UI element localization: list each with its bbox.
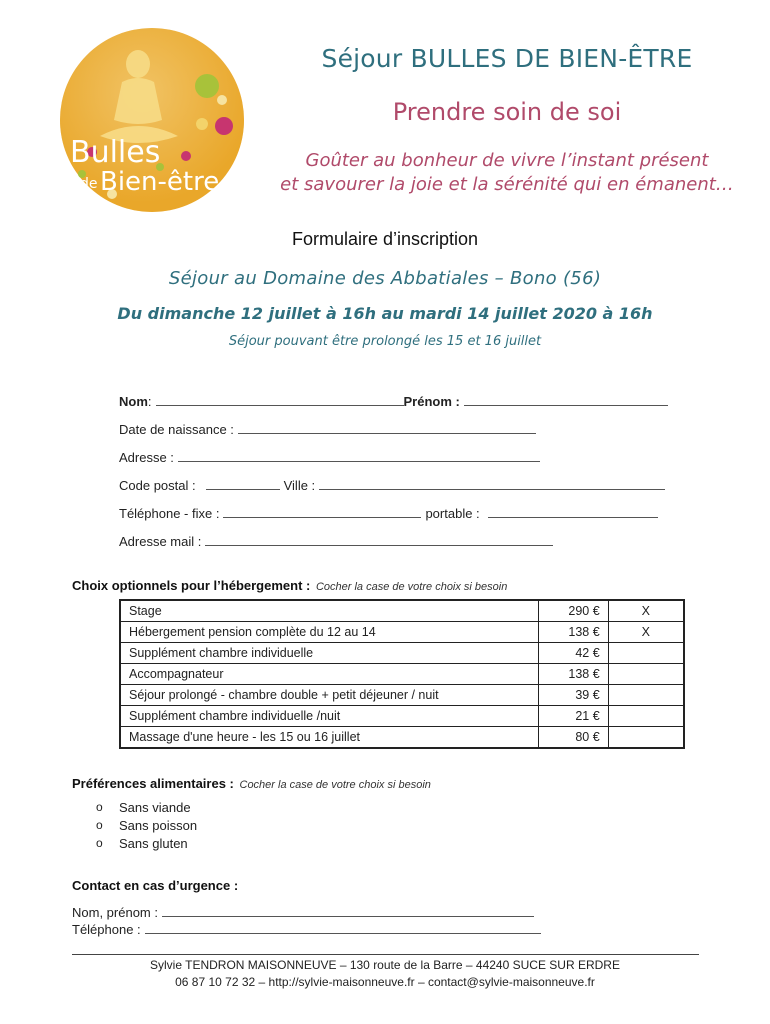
options-hint: Cocher la case de votre choix si besoin [315,581,508,593]
options-row-price: 42 € [539,643,608,664]
tagline-line-1: Goûter au bonheur de vivre l’instant présent [305,150,709,171]
options-row-checkbox[interactable] [608,664,684,685]
prenom-input-line[interactable] [464,393,668,406]
options-row-checkbox[interactable] [608,706,684,727]
nom-input-line[interactable] [156,393,404,406]
preference-checkbox[interactable]: o [96,818,103,832]
options-row-label: Massage d'une heure - les 15 ou 16 juillet [120,727,539,749]
options-row-label: Hébergement pension complète du 12 au 14 [120,622,539,643]
venue-heading: Séjour au Domaine des Abbatiales – Bono (56) [168,268,602,289]
birthdate-row [119,421,540,437]
options-row-checkbox[interactable] [608,727,684,749]
address-label: Adresse : [119,450,174,465]
name-row [119,393,672,409]
postal-code-input-line[interactable] [206,477,280,490]
address-input-line[interactable] [178,449,540,462]
options-row [120,622,684,643]
options-row-checkbox[interactable]: X [608,622,684,643]
landline-label: Téléphone - fixe : [119,506,220,521]
options-row-label: Stage [120,600,539,622]
postal-city-row [119,477,669,493]
preference-label: Sans gluten [119,835,188,851]
options-row-price: 138 € [539,664,608,685]
logo-word-bien-etre: Bien-être [100,167,220,197]
options-row-label: Séjour prolongé - chambre double + petit déjeuner / nuit [120,685,539,706]
preference-label: Sans viande [119,799,191,815]
options-row [120,643,684,664]
preferences-hint: Cocher la case de votre choix si besoin [239,779,431,791]
options-heading [72,578,507,593]
emergency-phone-input-line[interactable] [145,921,541,934]
mobile-label: portable : [425,506,480,521]
options-row-label: Supplément chambre individuelle [120,643,539,664]
footer-contact: 06 87 10 72 32 – http://sylvie-maisonneuve.fr – contact@sylvie-maisonneuve.fr [175,975,595,989]
phone-row [119,505,662,521]
options-row [120,706,684,727]
page-subtitle: Prendre soin de soi [392,98,622,126]
options-row-label: Supplément chambre individuelle /nuit [120,706,539,727]
email-label: Adresse mail : [119,534,202,549]
preferences-list [96,798,197,852]
preference-label: Sans poisson [119,817,198,833]
options-table [119,599,685,749]
emergency-phone-row [72,921,545,937]
bulles-de-bien-etre-logo [52,24,244,216]
emergency-name-input-line[interactable] [162,904,534,917]
email-row [119,533,557,549]
options-row-price: 138 € [539,622,608,643]
form-title: Formulaire d’inscription [291,229,479,249]
dates-heading: Du dimanche 12 juillet à 16h au mardi 14 juillet 2020 à 16h [117,304,653,323]
options-row-checkbox[interactable] [608,685,684,706]
emergency-name-row [72,904,538,920]
options-row-label: Accompagnateur [120,664,539,685]
logo-word-de: de [80,176,98,192]
options-row [120,727,684,749]
preference-item[interactable] [96,816,197,834]
landline-input-line[interactable] [223,505,421,518]
email-input-line[interactable] [205,533,553,546]
preferences-heading-text: Préférences alimentaires : [72,776,234,791]
options-heading-text: Choix optionnels pour l’hébergement : [72,578,311,593]
options-row-price: 21 € [539,706,608,727]
city-input-line[interactable] [319,477,665,490]
preference-checkbox[interactable]: o [96,836,103,850]
address-row [119,449,544,465]
options-row [120,685,684,706]
options-row-price: 80 € [539,727,608,749]
options-row [120,600,684,622]
prenom-label: Prénom : [403,394,460,409]
preference-checkbox[interactable]: o [96,800,103,814]
preferences-heading [72,776,431,791]
postal-code-label: Code postal : [119,478,196,493]
birthdate-label: Date de naissance : [119,422,234,437]
options-row [120,664,684,685]
preference-item[interactable] [96,798,197,816]
footer-divider [72,954,699,955]
options-row-price: 290 € [539,600,608,622]
options-row-checkbox[interactable]: X [608,600,684,622]
logo-word-bulles: Bulles [70,135,161,170]
birthdate-input-line[interactable] [238,421,536,434]
extension-note: Séjour pouvant être prolongé les 15 et 16 juillet [228,334,542,349]
options-row-checkbox[interactable] [608,643,684,664]
emergency-name-label: Nom, prénom : [72,905,158,920]
emergency-heading: Contact en cas d’urgence : [72,878,239,893]
mobile-input-line[interactable] [488,505,658,518]
city-label: Ville : [283,478,316,493]
emergency-phone-label: Téléphone : [72,922,141,937]
preference-item[interactable] [96,834,197,852]
tagline-line-2: et savourer la joie et la sérénité qui en émanent… [280,174,734,195]
footer-address: Sylvie TENDRON MAISONNEUVE – 130 route de la Barre – 44240 SUCE SUR ERDRE [150,958,620,972]
page-title: Séjour BULLES DE BIEN-ÊTRE [321,44,693,73]
nom-separator: : [147,394,152,409]
nom-label: Nom [119,394,148,409]
options-row-price: 39 € [539,685,608,706]
